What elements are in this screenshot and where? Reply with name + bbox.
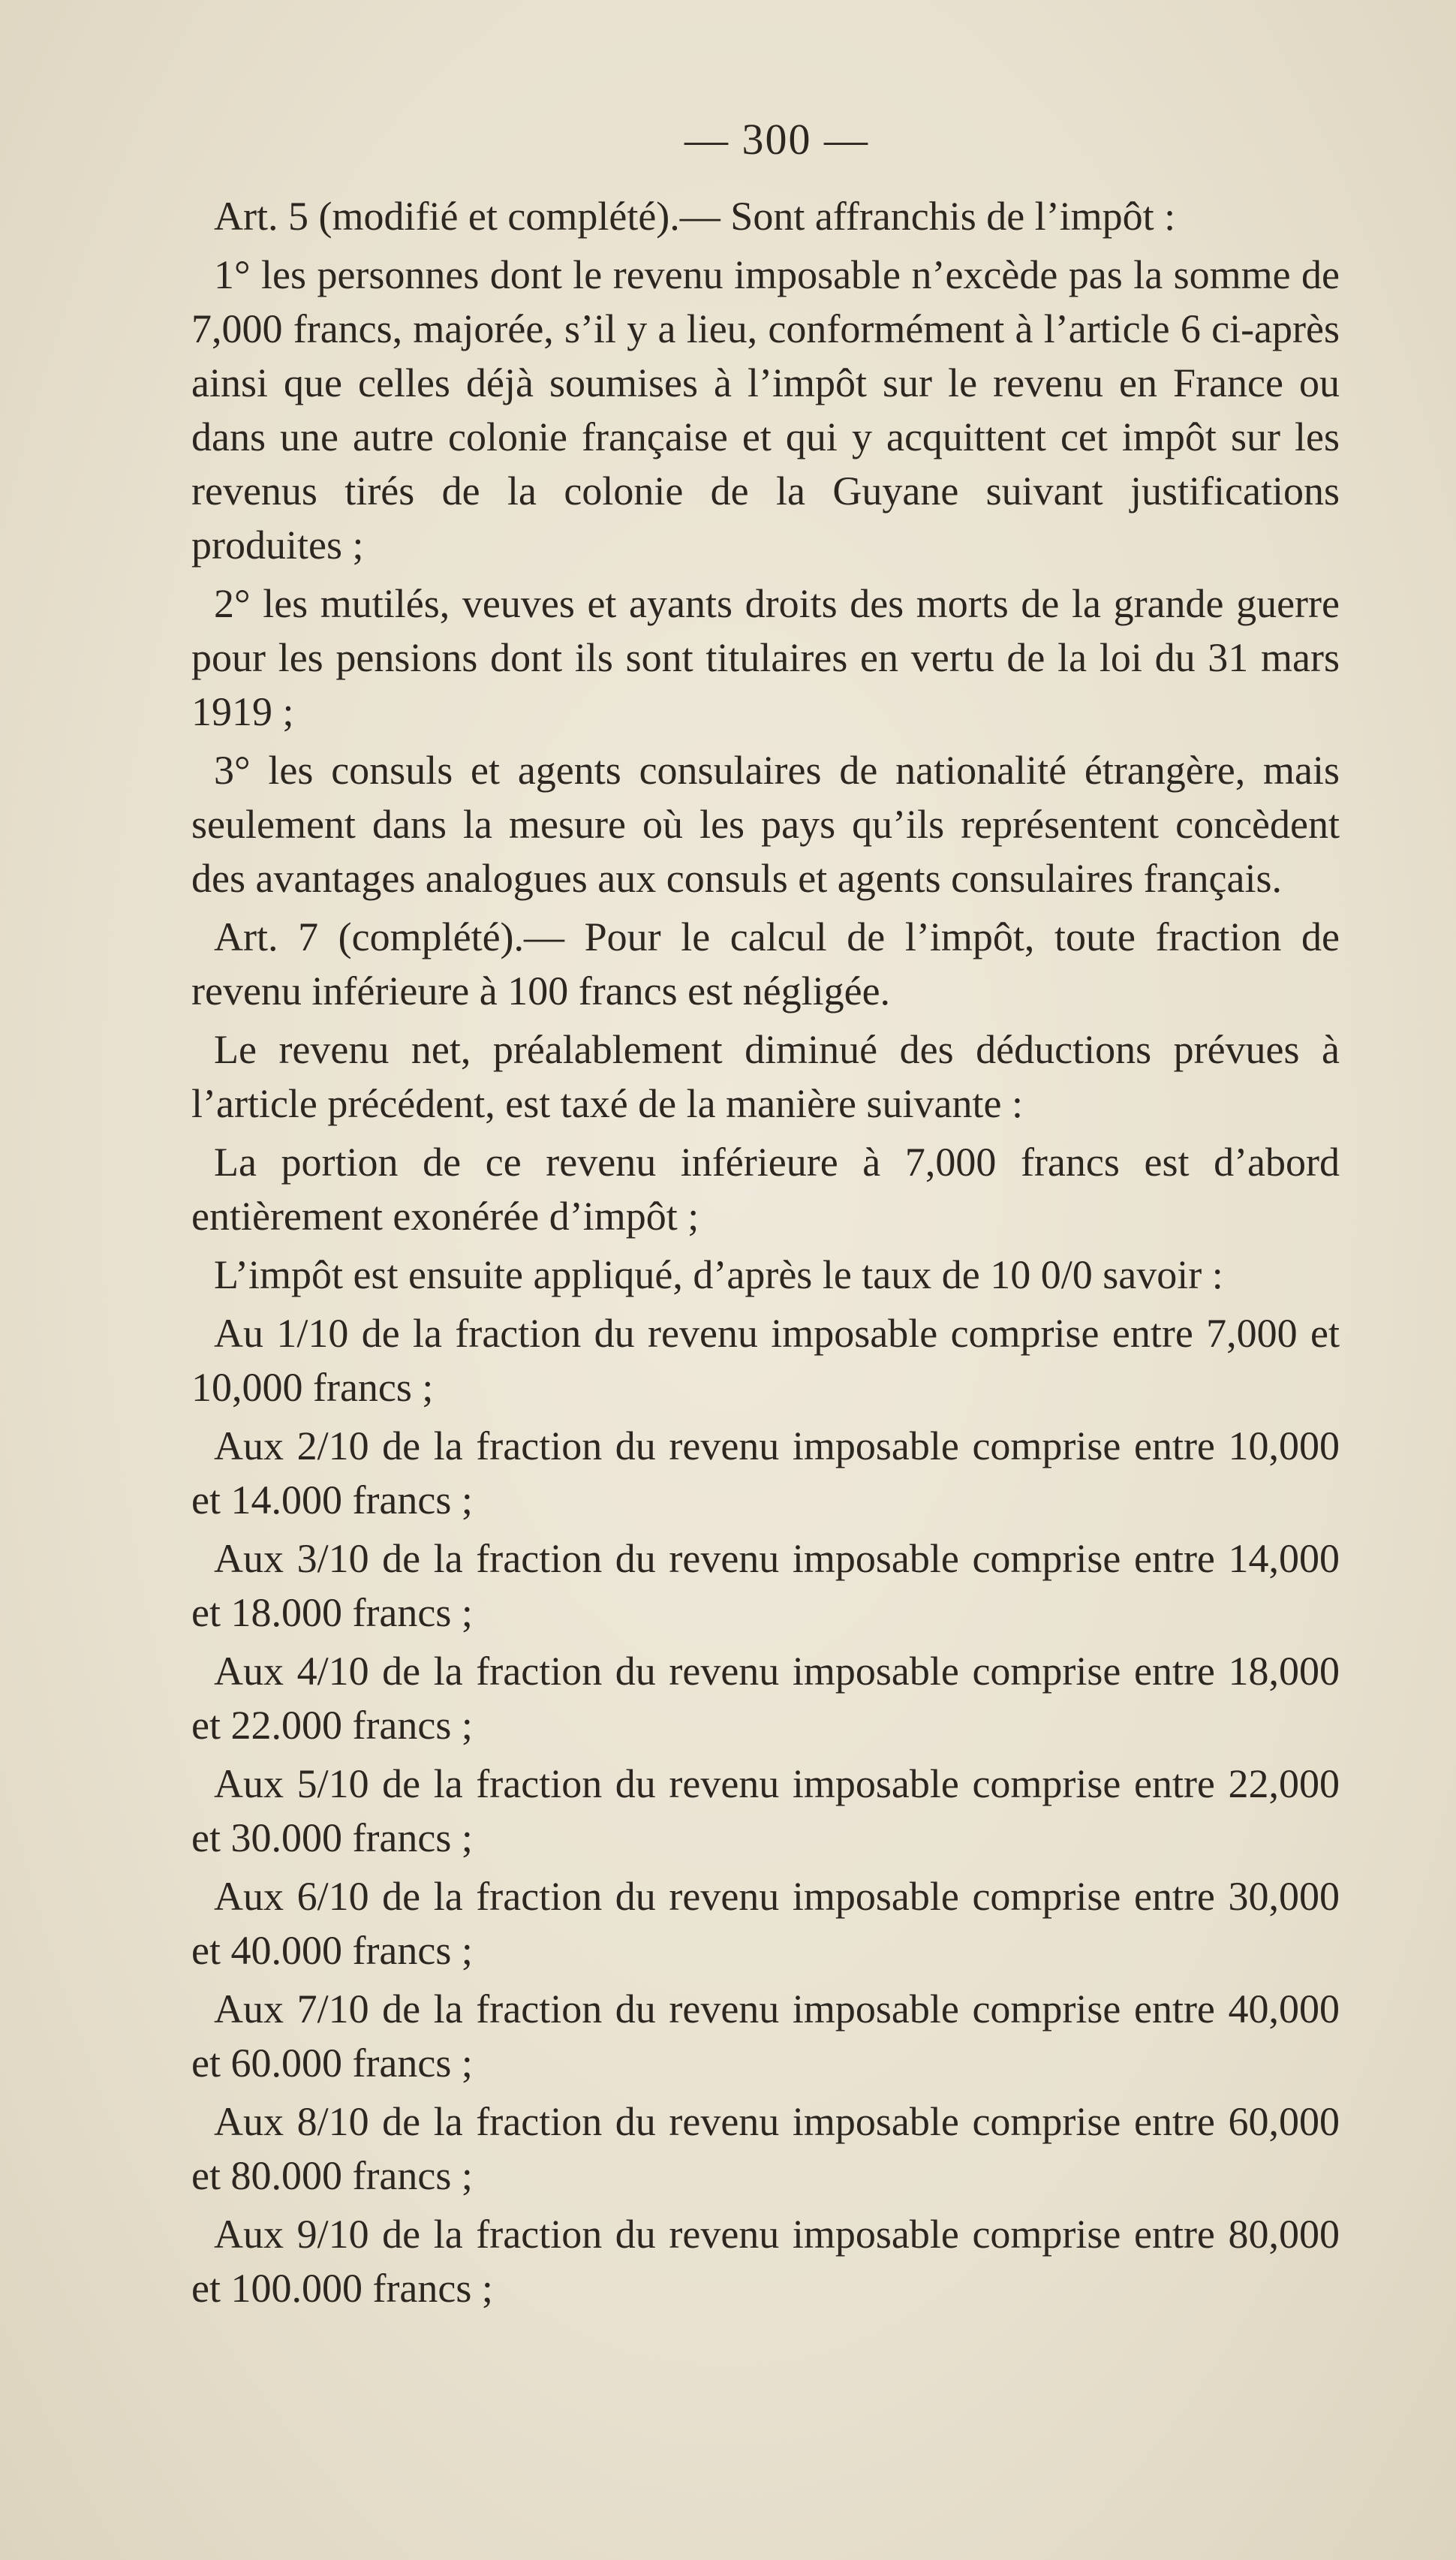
paragraph-bracket-6: Aux 6/10 de la fraction du revenu imposable comprise entre 30,000 et 40.000 francs ; (191, 1874, 1340, 1973)
paragraph-art7-heading: Art. 7 (complété).— Pour le calcul de l’impôt, toute fraction de revenu inférieure à 100 francs est négligée. (191, 914, 1340, 1013)
paragraph-revenu-net: Le revenu net, préalablement diminué des déductions prévues à l’article précédent, est taxé de la manière suivante : (191, 1027, 1340, 1126)
paragraph-portion-exoneree: La portion de ce revenu inférieure à 7,000 francs est d’abord entièrement exonérée d’impôt ; (191, 1140, 1340, 1239)
paragraph-art5-heading: Art. 5 (modifié et complété).— Sont affranchis de l’impôt : (214, 194, 1176, 239)
paragraph-bracket-2: Aux 2/10 de la fraction du revenu imposable comprise entre 10,000 et 14.000 francs ; (191, 1423, 1340, 1522)
paragraph-bracket-1: Au 1/10 de la fraction du revenu imposable comprise entre 7,000 et 10,000 francs ; (191, 1311, 1340, 1410)
paragraph-art5-item2: 2° les mutilés, veuves et ayants droits des morts de la grande guerre pour les pensions dont ils sont titulaires en vertu de la loi du 31 mars 1919 ; (191, 581, 1340, 734)
paragraph-bracket-7: Aux 7/10 de la fraction du revenu imposable comprise entre 40,000 et 60.000 francs ; (191, 1986, 1340, 2086)
page-number: — 300 — (684, 115, 869, 164)
paragraph-bracket-8: Aux 8/10 de la fraction du revenu imposable comprise entre 60,000 et 80.000 francs ; (191, 2099, 1340, 2198)
paragraph-art5-item1: 1° les personnes dont le revenu imposable n’excède pas la somme de 7,000 francs, majorée, s’il y a lieu, conformément à l’article 6 ci-après ainsi que celles déjà soumises à l’impôt sur le revenu en France ou dans une autre colonie française et qui y acquittent cet impôt sur les revenus tirés de la colonie de la Guyane suivant justifications produites ; (191, 252, 1340, 568)
paragraph-bracket-5: Aux 5/10 de la fraction du revenu imposable comprise entre 22,000 et 30.000 francs ; (191, 1761, 1340, 1860)
paragraph-bracket-3: Aux 3/10 de la fraction du revenu imposable comprise entre 14,000 et 18.000 francs ; (191, 1536, 1340, 1635)
paragraph-taux: L’impôt est ensuite appliqué, d’après le taux de 10 0/0 savoir : (214, 1252, 1223, 1297)
page-text (191, 113, 1340, 2320)
paragraph-bracket-4: Aux 4/10 de la fraction du revenu imposable comprise entre 18,000 et 22.000 francs ; (191, 1649, 1340, 1748)
paragraph-art5-item3: 3° les consuls et agents consulaires de nationalité étrangère, mais seulement dans la mesure où les pays qu’ils représentent concèdent des avantages analogues aux consuls et agents consulaires français. (191, 748, 1340, 901)
paragraph-bracket-9: Aux 9/10 de la fraction du revenu imposable comprise entre 80,000 et 100.000 francs ; (191, 2212, 1340, 2311)
